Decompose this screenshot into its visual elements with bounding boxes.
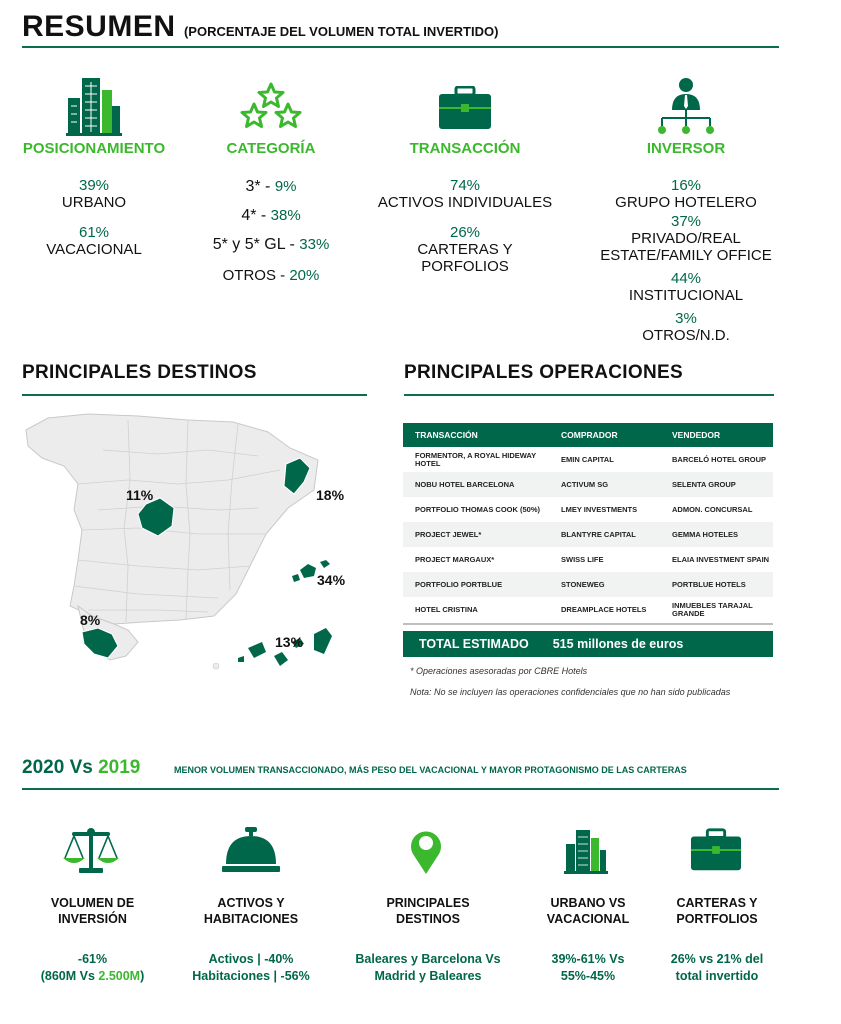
table-cell: ADMON. CONCURSAL — [672, 504, 753, 514]
institucional-pct: 44% — [670, 270, 702, 287]
total-bar — [403, 631, 773, 657]
table-cell: PORTBLUE HOTELS — [660, 572, 773, 597]
note-advised: * Operaciones asesoradas por CBRE Hotels — [410, 666, 588, 676]
activos-value-1: Activos | -40% — [208, 952, 294, 967]
institucional-label: INSTITUCIONAL — [628, 287, 744, 304]
buildings-icon — [66, 76, 122, 136]
activos-value-2: Habitaciones | -56% — [192, 968, 310, 983]
table-header-row — [403, 423, 773, 447]
briefcase-icon — [438, 86, 492, 130]
volumen-value-1: -61% — [77, 952, 108, 967]
comparison-destinos — [346, 896, 510, 984]
carteras-pct: 26% — [449, 224, 481, 241]
inversor-title: INVERSOR — [646, 140, 726, 157]
table-cell: SWISS LIFE — [561, 554, 604, 564]
page-subtitle: (PORCENTAJE DEL VOLUMEN TOTAL INVERTIDO) — [183, 24, 499, 39]
comparison-heading — [22, 757, 140, 779]
volumen-title-2: INVERSIÓN — [58, 911, 127, 926]
comparison-divider — [22, 788, 779, 790]
comparison-tagline: MENOR VOLUMEN TRANSACCIONADO, MÁS PESO DEL VACACIONAL Y MAYOR PROTAGONISMO DE LAS CARTERAS — [174, 765, 687, 775]
madrid-pct-label: 11% — [126, 487, 154, 503]
table-row — [403, 572, 773, 597]
page-header — [22, 10, 498, 44]
table-row — [403, 472, 773, 497]
vacacional-pct: 61% — [78, 224, 110, 241]
table-cell: INMUEBLES TARAJAL GRANDE — [672, 600, 753, 618]
privado-label-2: ESTATE/FAMILY OFFICE — [600, 247, 772, 264]
comparison-volumen — [30, 896, 155, 984]
total-value: 515 millones de euros — [552, 637, 684, 651]
year-2020: 2020 — [22, 757, 65, 778]
briefcase-icon — [690, 828, 742, 872]
destinos-title-1: PRINCIPALES — [386, 896, 470, 910]
carteras-label: CARTERAS Y PORFOLIOS — [417, 241, 513, 275]
destinos-divider — [22, 394, 367, 396]
table-cell: LMEY INVESTMENTS — [561, 504, 638, 514]
grupo-hotelero-label: GRUPO HOTELERO — [615, 194, 757, 211]
table-row — [403, 547, 773, 572]
privado-label-1: PRIVADO/REAL — [631, 230, 741, 247]
destinos-value-1: Baleares y Barcelona Vs — [355, 952, 501, 967]
location-pin-icon — [408, 826, 444, 876]
table-cell: GEMMA HOTELES — [660, 522, 773, 547]
categoria-4-star: 4* - 38% — [241, 207, 301, 224]
table-row — [403, 497, 773, 522]
activos-individuales-label: ACTIVOS INDIVIDUALES — [377, 194, 553, 211]
table-cell: FORMENTOR, A ROYAL HIDEWAY HOTEL — [415, 450, 536, 468]
urbano-vs-title-1: URBANO VS — [550, 896, 626, 910]
table-cell: NOBU HOTEL BARCELONA — [403, 472, 549, 497]
investor-network-icon — [656, 76, 716, 136]
carteras-title-1: CARTERAS Y — [676, 896, 758, 910]
table-cell: BARCELÓ HOTEL GROUP — [672, 454, 767, 464]
table-cell: ELAIA INVESTMENT SPAIN — [672, 554, 770, 564]
urbano-pct: 39% — [78, 177, 110, 194]
table-row — [403, 447, 773, 472]
table-cell: DREAMPLACE HOTELS — [561, 604, 647, 614]
table-cell: BLANTYRE CAPITAL — [549, 522, 660, 547]
andalucia-pct-label: 8% — [80, 612, 101, 628]
operaciones-table — [403, 423, 773, 622]
categoria-block — [196, 140, 346, 284]
categoria-otros: OTROS - 20% — [222, 267, 320, 284]
volumen-title-1: VOLUMEN DE — [50, 896, 135, 910]
activos-individuales-pct: 74% — [449, 177, 481, 194]
header-divider — [22, 46, 779, 48]
destinos-title: PRINCIPALES DESTINOS — [22, 362, 257, 383]
vs-label: Vs — [69, 757, 93, 778]
table-cell: PORTFOLIO THOMAS COOK (50%) — [415, 504, 541, 514]
year-2019: 2019 — [98, 757, 141, 778]
destinos-value-2: Madrid y Baleares — [374, 968, 482, 983]
table-cell: ACTIVUM SG — [549, 472, 660, 497]
urbano-vs-title-2: VACACIONAL — [546, 911, 630, 926]
table-cell: PORTFOLIO PORTBLUE — [403, 572, 549, 597]
destinos-title-2: DESTINOS — [396, 911, 460, 926]
canarias-pct-label: 13% — [275, 634, 304, 650]
otros-nd-label: OTROS/N.D. — [642, 327, 730, 344]
table-cell: PROJECT JEWEL* — [403, 522, 549, 547]
col-transaccion: TRANSACCIÓN — [403, 423, 549, 447]
urbano-vs-value-2: 55%-45% — [560, 968, 616, 983]
table-row — [403, 597, 773, 622]
carteras-value-1: 26% vs 21% del — [670, 952, 764, 967]
service-bell-icon — [222, 826, 280, 874]
table-cell: EMIN CAPITAL — [561, 454, 614, 464]
activos-title-1: ACTIVOS Y — [217, 896, 285, 910]
vacacional-label: VACACIONAL — [46, 241, 142, 258]
table-bottom-rule — [403, 623, 773, 625]
stars-icon — [240, 82, 302, 132]
grupo-hotelero-pct: 16% — [670, 177, 702, 194]
scale-icon — [62, 828, 120, 874]
transaccion-title: TRANSACCIÓN — [409, 140, 521, 157]
note-confidential: Nota: No se incluyen las operaciones confidenciales que no han sido publicadas — [410, 687, 731, 697]
carteras-value-2: total invertido — [675, 968, 759, 983]
table-cell: STONEWEG — [549, 572, 660, 597]
inversor-block — [596, 140, 776, 344]
table-cell: PROJECT MARGAUX* — [415, 554, 495, 564]
transaccion-block — [375, 140, 555, 275]
table-row — [403, 522, 773, 547]
comparison-urbano-vacacional — [526, 896, 650, 984]
barcelona-pct-label: 18% — [316, 487, 345, 503]
total-label: TOTAL ESTIMADO — [419, 637, 529, 651]
posicionamiento-title: POSICIONAMIENTO — [22, 140, 166, 157]
carteras-title-2: PORTFOLIOS — [676, 911, 758, 926]
page-title: RESUMEN — [22, 10, 176, 43]
table-cell: HOTEL CRISTINA — [415, 604, 478, 614]
volumen-value-2: (860M Vs 2.500M) — [40, 968, 145, 983]
urbano-label: URBANO — [61, 194, 127, 211]
posicionamiento-block — [14, 140, 174, 258]
privado-pct: 37% — [670, 213, 702, 230]
buildings-icon — [564, 828, 608, 874]
comparison-activos — [180, 896, 322, 984]
urbano-vs-value-1: 39%-61% Vs — [551, 952, 625, 967]
col-comprador: COMPRADOR — [549, 423, 660, 447]
comparison-carteras — [658, 896, 776, 984]
categoria-5-star: 5* y 5* GL - 33% — [212, 236, 330, 253]
activos-title-2: HABITACIONES — [203, 911, 299, 926]
baleares-pct-label: 34% — [317, 572, 346, 588]
spain-map — [18, 410, 368, 685]
table-cell: SELENTA GROUP — [660, 472, 773, 497]
categoria-3-star: 3* - 9% — [245, 178, 297, 195]
operaciones-title: PRINCIPALES OPERACIONES — [404, 362, 683, 383]
categoria-title: CATEGORÍA — [226, 140, 316, 157]
otros-nd-pct: 3% — [675, 310, 697, 327]
operaciones-divider — [404, 394, 774, 396]
col-vendedor: VENDEDOR — [660, 423, 773, 447]
